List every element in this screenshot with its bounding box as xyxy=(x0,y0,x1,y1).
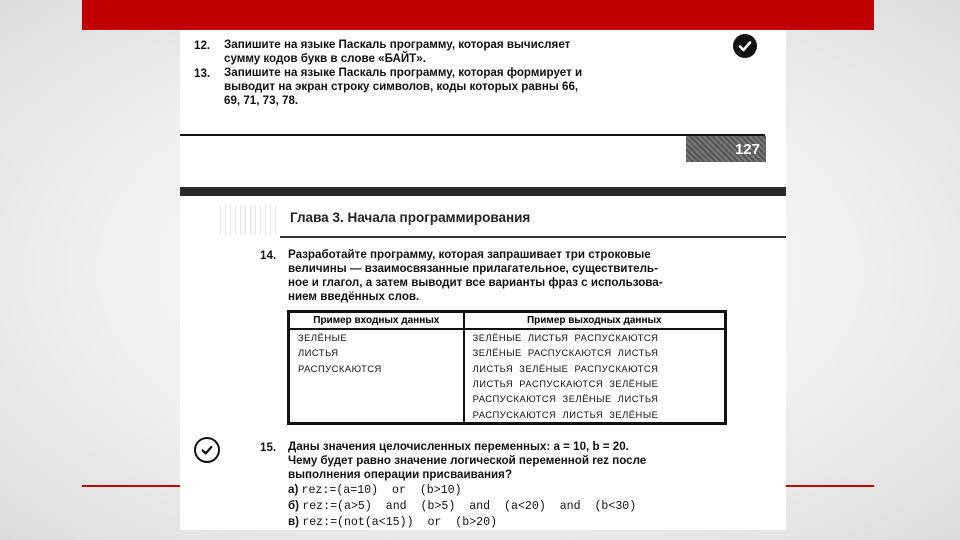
table-header-output: Пример выходных данных xyxy=(464,312,726,330)
scanned-page xyxy=(180,30,786,530)
page-number-box xyxy=(686,136,766,162)
check-circle-outline-icon xyxy=(194,437,220,463)
chapter-decoration xyxy=(220,205,280,235)
page-bottom-rule xyxy=(180,134,765,136)
accent-line-right xyxy=(786,485,874,487)
chapter-title: Глава 3. Начала программирования xyxy=(290,210,531,225)
option-b-code: rez:=(a>5) and (b>5) and (a<20) and (b<30) xyxy=(302,500,637,513)
task-15-option-c xyxy=(288,515,497,530)
table-row xyxy=(289,329,726,345)
table-row xyxy=(289,376,726,391)
task-15-number: 15. xyxy=(260,441,277,454)
task-13-line-3: 69, 71, 73, 78. xyxy=(224,94,299,107)
option-a-code: rez:=(a=10) or (b>10) xyxy=(301,484,462,497)
task-14-line-3: ное и глагол, а затем выводит все варианты фраз с использова- xyxy=(288,276,663,289)
table-cell-input xyxy=(289,406,464,423)
option-b-label: б) xyxy=(288,499,300,512)
task-12-line-1: Запишите на языке Паскаль программу, которая вычисляет xyxy=(224,38,571,51)
task-14-line-4: нием введённых слов. xyxy=(288,290,420,303)
table-row xyxy=(289,361,726,376)
table-cell-input: ЛИСТЬЯ xyxy=(289,345,464,360)
table-row xyxy=(289,406,726,423)
table-header-row xyxy=(289,312,726,330)
task-13-line-2: выводит на экран строку символов, коды которых равны 66, xyxy=(224,80,579,93)
check-circle-icon xyxy=(733,34,757,58)
table-cell-input xyxy=(289,376,464,391)
task-15-line-3: выполнения операции присваивания? xyxy=(288,468,513,481)
task-14-number: 14. xyxy=(260,249,277,262)
page-number: 127 xyxy=(734,140,760,158)
table-cell-input xyxy=(289,391,464,406)
table-cell-output: ЛИСТЬЯ РАСПУСКАЮТСЯ ЗЕЛЁНЫЕ xyxy=(472,378,659,390)
table-cell-output: ЗЕЛЁНЫЕ ЛИСТЬЯ РАСПУСКАЮТСЯ xyxy=(472,332,659,344)
task-13-number: 13. xyxy=(194,67,211,80)
example-table xyxy=(287,310,727,425)
page-divider xyxy=(180,187,786,196)
option-c-code: rez:=(not(a<15)) or (b>20) xyxy=(302,516,498,529)
table-cell-output: РАСПУСКАЮТСЯ ЗЕЛЁНЫЕ ЛИСТЬЯ xyxy=(472,393,659,405)
table-cell-input: ЗЕЛЁНЫЕ xyxy=(289,329,464,345)
option-c-label: в) xyxy=(288,515,299,528)
task-15-line-2: Чему будет равно значение логической переменной rez после xyxy=(288,454,647,467)
table-cell-output: ЗЕЛЁНЫЕ РАСПУСКАЮТСЯ ЛИСТЬЯ xyxy=(472,347,659,359)
task-14-line-1: Разработайте программу, которая запрашивает три строковые xyxy=(288,248,651,261)
task-12-line-2: сумму кодов букв в слове «БАЙТ». xyxy=(224,52,426,65)
task-14-line-2: величины — взаимосвязанные прилагательное, существитель- xyxy=(288,262,658,275)
table-header-input: Пример входных данных xyxy=(289,312,464,330)
task-15-option-a xyxy=(288,483,462,499)
option-a-label: а) xyxy=(288,483,299,496)
task-12-number: 12. xyxy=(194,39,211,52)
task-15-option-b xyxy=(288,499,636,515)
task-13-line-1: Запишите на языке Паскаль программу, которая формирует и xyxy=(224,66,583,79)
table-cell-output: РАСПУСКАЮТСЯ ЛИСТЬЯ ЗЕЛЁНЫЕ xyxy=(472,408,659,420)
table-row xyxy=(289,345,726,360)
task-15-line-1: Даны значения целочисленных переменных: a = 10, b = 20. xyxy=(288,440,629,453)
chapter-rule xyxy=(280,236,786,238)
top-accent-bar xyxy=(82,0,874,30)
table-row xyxy=(289,391,726,406)
accent-line-left xyxy=(82,485,180,487)
table-cell-input: РАСПУСКАЮТСЯ xyxy=(289,361,464,376)
table-cell-output: ЛИСТЬЯ ЗЕЛЁНЫЕ РАСПУСКАЮТСЯ xyxy=(472,362,659,374)
